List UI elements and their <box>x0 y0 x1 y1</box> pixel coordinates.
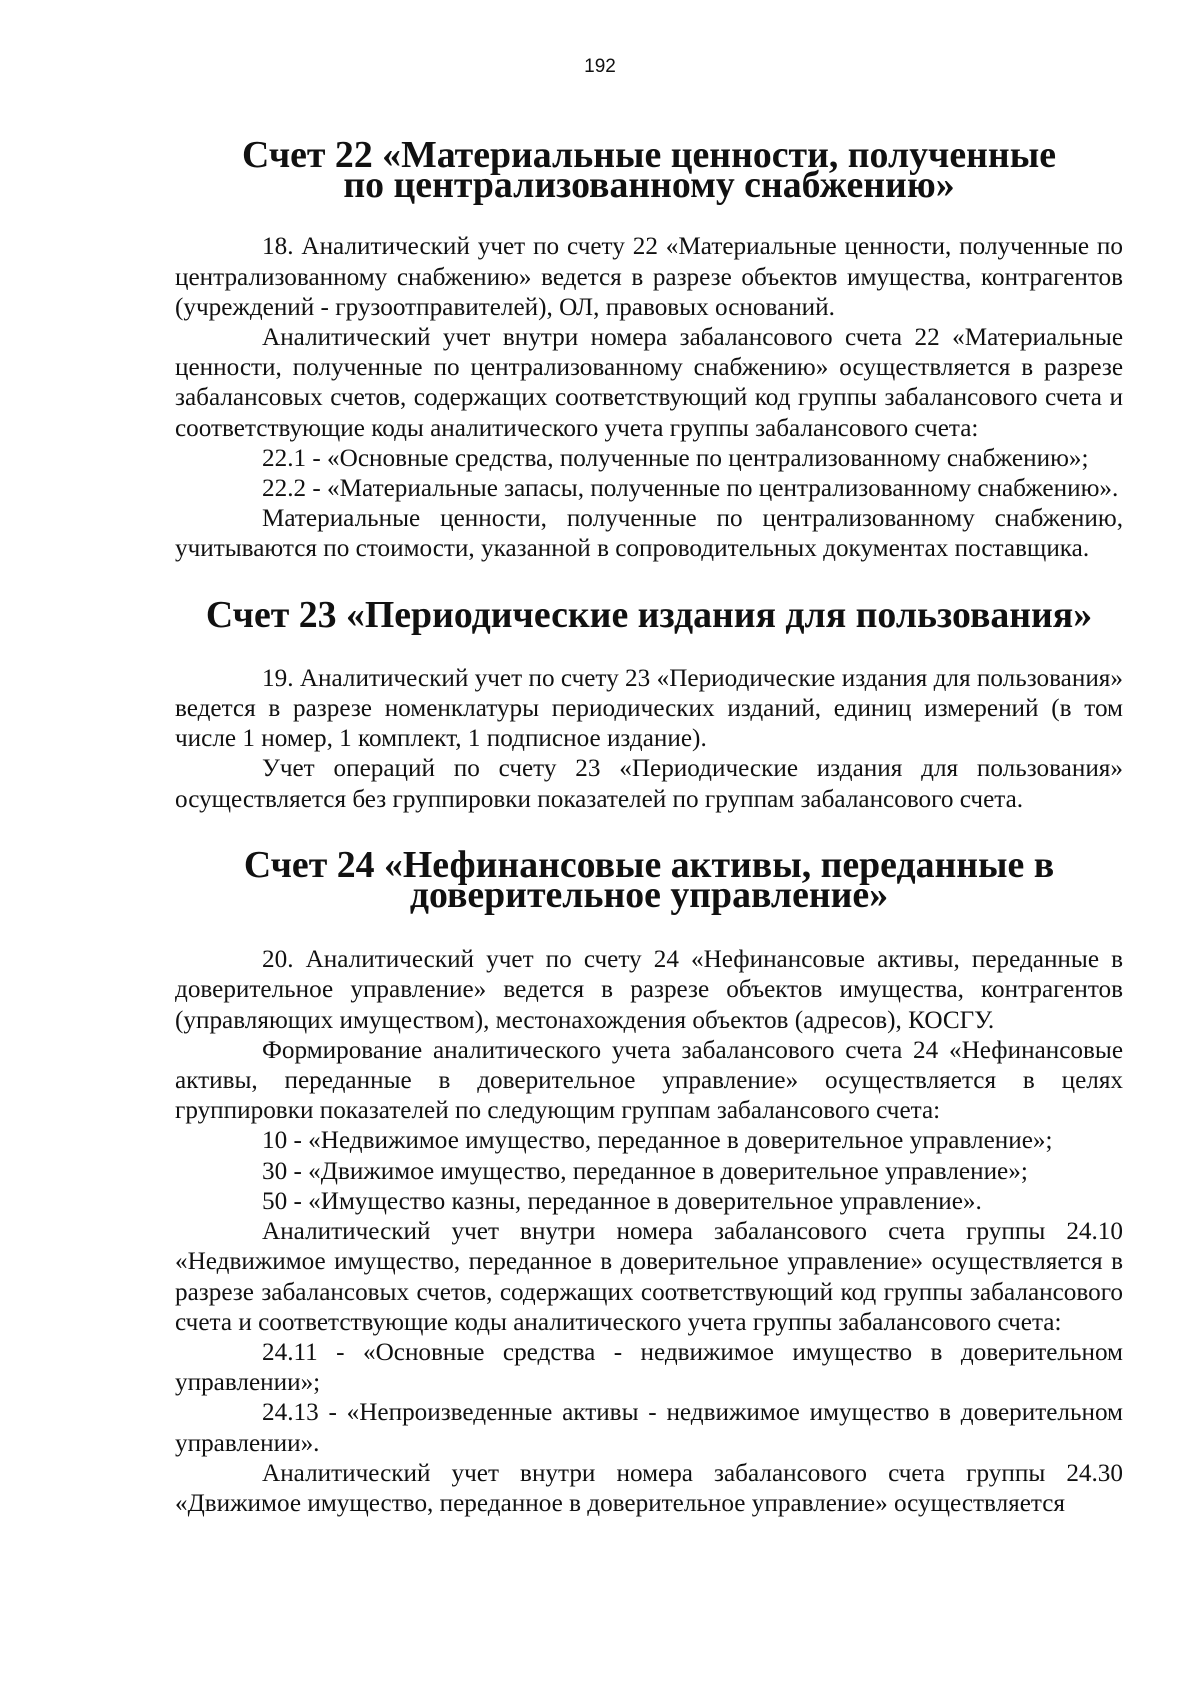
paragraph: 50 - «Имущество казны, переданное в доверительное управление». <box>262 1187 982 1215</box>
paragraph: 30 - «Движимое имущество, переданное в доверительное управление»; <box>262 1157 1028 1185</box>
section-heading-account-24 <box>175 843 1123 917</box>
page-number: 192 <box>584 56 616 77</box>
paragraph: Аналитический учет внутри номера забалансового счета группы 24.10 «Недвижимое имущество, переданное в доверительное управление» осуществляется в разрезе забалансовых счетов, содержащих соответствующий код группы забалансового счета и соответствующие коды аналитического учета группы забалансового счета: <box>175 1218 1123 1336</box>
document-body <box>175 134 1123 1519</box>
paragraph: 24.11 - «Основные средства - недвижимое имущество в доверительном управлении»; <box>175 1338 1123 1397</box>
heading-line: Счет 22 «Материальные ценности, полученные <box>242 134 1056 176</box>
paragraph: 19. Аналитический учет по счету 23 «Периодические издания для пользования» ведется в разрезе номенклатуры периодических изданий, единиц измерений (в том числе 1 номер, 1 комплект, 1 подписное издание). <box>175 664 1123 753</box>
paragraph: 22.1 - «Основные средства, полученные по централизованному снабжению»; <box>262 444 1089 472</box>
heading-line: по централизованному снабжению» <box>343 164 955 207</box>
paragraph: 10 - «Недвижимое имущество, переданное в доверительное управление»; <box>262 1127 1053 1155</box>
paragraph: 18. Аналитический учет по счету 22 «Материальные ценности, полученные по централизованному снабжению» ведется в разрезе объектов имущества, контрагентов (учреждений - грузоотправителей), ОЛ, правовых оснований. <box>175 233 1123 321</box>
paragraph: 20. Аналитический учет по счету 24 «Нефинансовые активы, переданные в доверительное управление» ведется в разрезе объектов имущества, контрагентов (управляющих имуществом), местонахождения объектов (адресов), КОСГУ. <box>175 946 1123 1034</box>
paragraph: Учет операций по счету 23 «Периодические издания для пользования» осуществляется без группировки показателей по группам забалансового счета. <box>175 755 1123 813</box>
paragraph: 22.2 - «Материальные запасы, полученные по централизованному снабжению». <box>262 475 1119 503</box>
paragraph: Аналитический учет внутри номера забалансового счета группы 24.30 «Движимое имущество, переданное в доверительное управление» осуществляется <box>175 1459 1123 1517</box>
paragraph: Формирование аналитического учета забалансового счета 24 «Нефинансовые активы, переданные в доверительное управление» осуществляется в целях группировки показателей по следующим группам забалансового счета: <box>175 1036 1123 1125</box>
section-heading-account-22 <box>175 134 1123 207</box>
paragraph: Аналитический учет внутри номера забалансового счета 22 «Материальные ценности, полученные по централизованному снабжению» осуществляется в разрезе забалансовых счетов, содержащих соответствующий код группы забалансового счета и соответствующие коды аналитического учета группы забалансового счета: <box>175 324 1123 442</box>
heading-line: Счет 23 «Периодические издания для пользования» <box>205 593 1093 636</box>
paragraph: Материальные ценности, полученные по централизованному снабжению, учитываются по стоимости, указанной в сопроводительных документах поставщика. <box>175 505 1123 563</box>
heading-line: Счет 24 «Нефинансовые активы, переданные в доверительное управление» <box>243 843 1055 917</box>
section-heading-account-23 <box>175 593 1123 636</box>
paragraph: 24.13 - «Непроизведенные активы - недвижимое имущество в доверительном управлении». <box>175 1399 1123 1457</box>
